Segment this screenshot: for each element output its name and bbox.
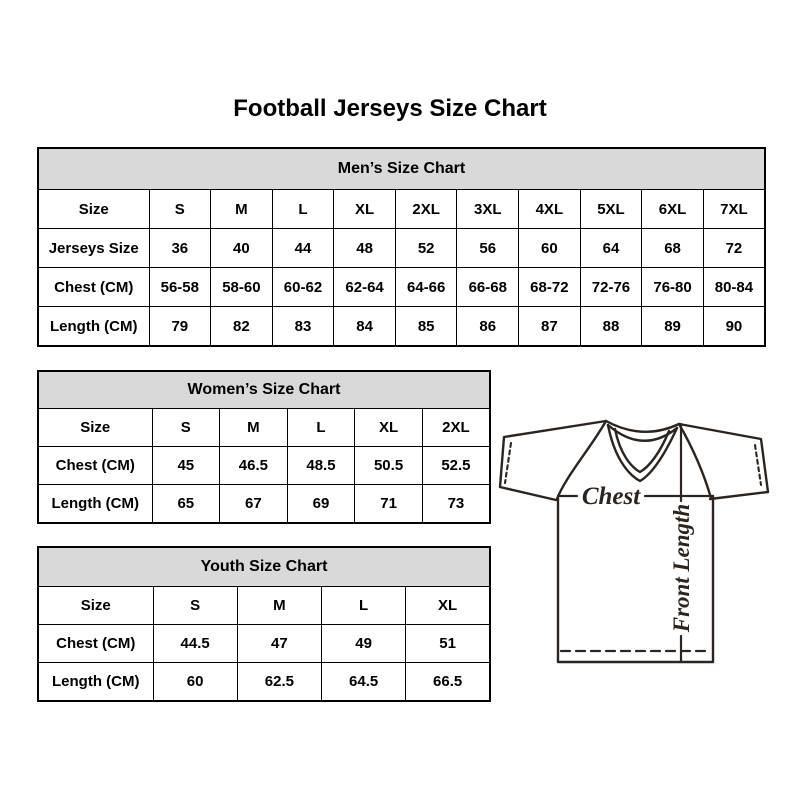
table-row [38,190,765,229]
table-header-row [38,371,490,409]
table-cell: 56-58 [149,268,211,307]
row-label-cell: Length (CM) [38,307,149,347]
table-cell: S [153,587,237,625]
table-cell: 76-80 [642,268,704,307]
table-cell: 79 [149,307,211,347]
table-cell: 69 [287,485,355,524]
table-row [38,663,490,702]
table-cell: 83 [272,307,334,347]
table-cell: L [287,409,355,447]
table-header-row [38,547,490,587]
table-cell: M [220,409,288,447]
table-cell: 6XL [642,190,704,229]
table-cell: 60 [153,663,237,702]
row-label-cell: Size [38,587,153,625]
table-cell: 85 [395,307,457,347]
row-label-cell: Jerseys Size [38,229,149,268]
table-cell: 7XL [703,190,765,229]
row-label-cell: Chest (CM) [38,625,153,663]
table-cell: 3XL [457,190,519,229]
table-cell: 44.5 [153,625,237,663]
page-title: Football Jerseys Size Chart [233,95,547,122]
table-cell: 68-72 [519,268,581,307]
table-cell: M [211,190,273,229]
table-row [38,447,490,485]
row-label-cell: Length (CM) [38,663,153,702]
table-row [38,409,490,447]
row-label-cell: Chest (CM) [38,268,149,307]
table-cell: 90 [703,307,765,347]
womens-size-table [37,370,491,524]
table-row [38,268,765,307]
table-cell: 46.5 [220,447,288,485]
row-label-cell: Chest (CM) [38,447,152,485]
table-cell: 64 [580,229,642,268]
table-cell: 65 [152,485,220,524]
table-cell: 56 [457,229,519,268]
table-cell: 58-60 [211,268,273,307]
table-cell: 64-66 [395,268,457,307]
table-cell: 64.5 [322,663,406,702]
table-cell: 5XL [580,190,642,229]
table-cell: 44 [272,229,334,268]
youth-table-title: Youth Size Chart [38,547,490,587]
front-length-measure-label: Front Length [669,503,694,633]
table-cell: L [322,587,406,625]
table-cell: 82 [211,307,273,347]
table-header-row [38,148,765,190]
table-cell: 88 [580,307,642,347]
table-cell: 62-64 [334,268,396,307]
chest-measure-label: Chest [581,483,641,510]
table-cell: 66.5 [406,663,490,702]
table-cell: 67 [220,485,288,524]
table-cell: 72-76 [580,268,642,307]
row-label-cell: Size [38,190,149,229]
table-cell: XL [355,409,423,447]
table-cell: 40 [211,229,273,268]
table-cell: 66-68 [457,268,519,307]
table-cell: 60-62 [272,268,334,307]
table-cell: 72 [703,229,765,268]
table-cell: 51 [406,625,490,663]
table-cell: 2XL [395,190,457,229]
table-cell: 87 [519,307,581,347]
table-cell: S [152,409,220,447]
mens-size-table [37,147,766,347]
row-label-cell: Length (CM) [38,485,152,524]
table-cell: 62.5 [237,663,321,702]
table-cell: XL [334,190,396,229]
mens-table-title: Men’s Size Chart [38,148,765,190]
table-cell: 73 [422,485,490,524]
table-cell: 4XL [519,190,581,229]
table-cell: 45 [152,447,220,485]
table-cell: S [149,190,211,229]
table-cell: M [237,587,321,625]
table-cell: 48.5 [287,447,355,485]
table-row [38,485,490,524]
table-cell: 52.5 [422,447,490,485]
table-cell: 89 [642,307,704,347]
table-cell: 60 [519,229,581,268]
table-cell: XL [406,587,490,625]
table-cell: 49 [322,625,406,663]
table-cell: 71 [355,485,423,524]
table-row [38,307,765,347]
table-cell: 84 [334,307,396,347]
table-cell: 36 [149,229,211,268]
row-label-cell: Size [38,409,152,447]
table-row [38,229,765,268]
table-row [38,587,490,625]
table-cell: 48 [334,229,396,268]
table-cell: 86 [457,307,519,347]
table-cell: 52 [395,229,457,268]
table-cell: 80-84 [703,268,765,307]
table-cell: 50.5 [355,447,423,485]
table-cell: 47 [237,625,321,663]
table-cell: 2XL [422,409,490,447]
table-row [38,625,490,663]
table-cell: 68 [642,229,704,268]
jersey-measurement-diagram [498,404,778,666]
womens-table-title: Women’s Size Chart [38,371,490,409]
youth-size-table [37,546,491,702]
jersey-outline-icon [500,421,768,662]
table-cell: L [272,190,334,229]
